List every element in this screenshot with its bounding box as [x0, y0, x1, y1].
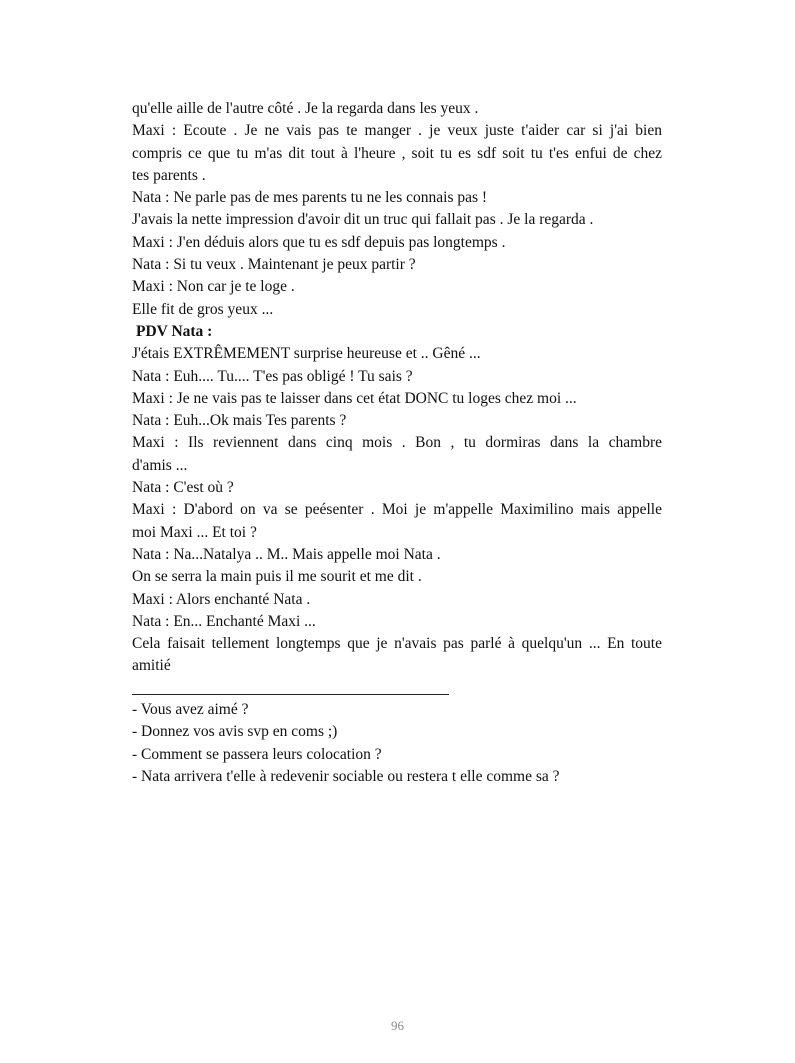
text-line: amitié — [132, 657, 171, 675]
text-line: Nata : Na...Natalya .. M.. Mais appelle moi Nata . — [132, 545, 441, 563]
text-line: Maxi : Je ne vais pas te laisser dans cet état DONC tu loges chez moi ... — [132, 389, 577, 407]
text-line: Nata : C'est où ? — [132, 479, 234, 497]
text-line: Nata : Euh...Ok mais Tes parents ? — [132, 412, 347, 430]
text-line: compris ce que tu m'as dit tout à l'heure , soit tu es sdf soit tu t'es enfui de chez — [132, 144, 662, 162]
separator-line — [132, 694, 449, 695]
note-line: - Nata arrivera t'elle à redevenir sociable ou restera t elle comme sa ? — [132, 767, 560, 785]
author-notes — [132, 699, 662, 788]
text-line: moi Maxi ... Et toi ? — [132, 523, 257, 541]
text-line: Elle fit de gros yeux ... — [132, 300, 274, 318]
note-line: - Comment se passera leurs colocation ? — [132, 745, 382, 763]
text-line: d'amis ... — [132, 456, 188, 474]
page-number: 96 — [391, 1018, 404, 1033]
text-line: Nata : Euh.... Tu.... T'es pas obligé ! Tu sais ? — [132, 367, 413, 385]
text-line: Maxi : Non car je te loge . — [132, 278, 295, 296]
text-line: Maxi : Ecoute . Je ne vais pas te manger . je veux juste t'aider car si j'ai bien — [132, 122, 662, 140]
text-line: Nata : En... Enchanté Maxi ... — [132, 612, 316, 630]
text-line: On se serra la main puis il me sourit et me dit . — [132, 568, 422, 586]
note-line: - Donnez vos avis svp en coms ;) — [132, 723, 338, 741]
text-line: J'avais la nette impression d'avoir dit un truc qui fallait pas . Je la regarda . — [132, 211, 594, 229]
text-line: Maxi : J'en déduis alors que tu es sdf depuis pas longtemps . — [132, 233, 506, 251]
text-line: qu'elle aille de l'autre côté . Je la regarda dans les yeux . — [132, 100, 479, 117]
section-heading: PDV Nata : — [136, 322, 213, 340]
text-line: Nata : Si tu veux . Maintenant je peux partir ? — [132, 256, 416, 274]
story-text — [132, 98, 662, 678]
text-line: Maxi : Alors enchanté Nata . — [132, 590, 311, 608]
text-line: J'étais EXTRÊMEMENT surprise heureuse et .. Gêné ... — [132, 345, 481, 363]
text-line: Nata : Ne parle pas de mes parents tu ne les connais pas ! — [132, 189, 488, 207]
text-line: Cela faisait tellement longtemps que je n'avais pas parlé à quelqu'un ... En toute — [132, 635, 662, 653]
text-line: tes parents . — [132, 166, 206, 184]
text-line: Maxi : Ils reviennent dans cinq mois . Bon , tu dormiras dans la chambre — [132, 434, 662, 452]
text-line: Maxi : D'abord on va se peésenter . Moi je m'appelle Maximilino mais appelle — [132, 501, 662, 519]
note-line: - Vous avez aimé ? — [132, 701, 249, 718]
